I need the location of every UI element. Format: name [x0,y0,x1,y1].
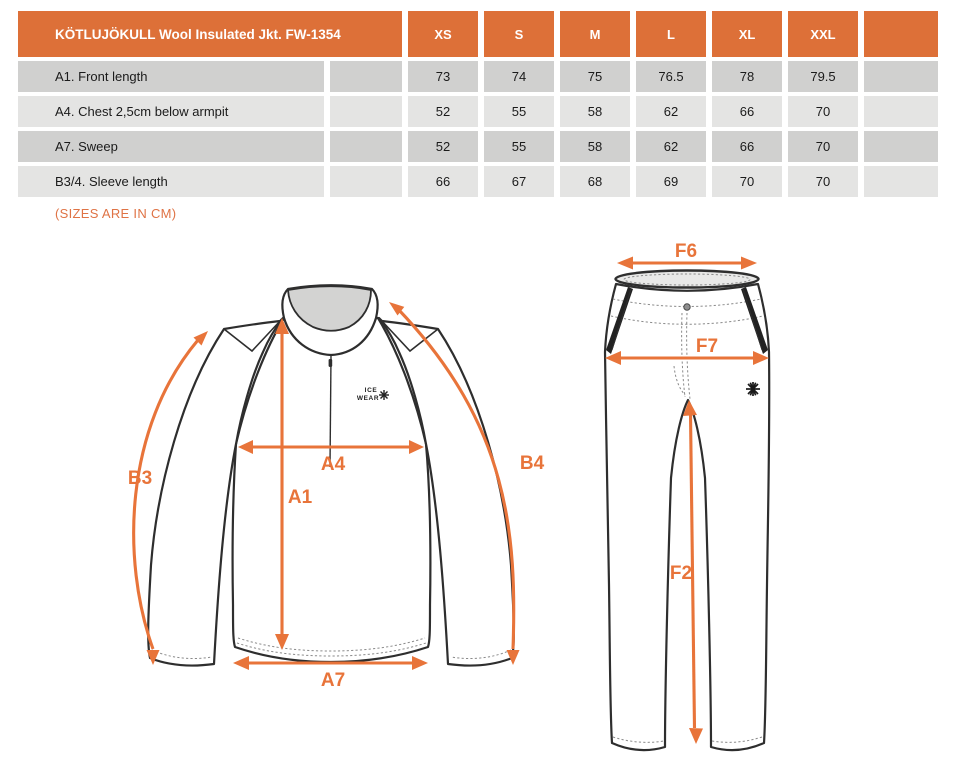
value-cell: 74 [484,61,554,92]
row-label: B3/4. Sleeve length [18,166,324,197]
dimension-label-f7: F7 [695,336,719,357]
dimension-label-a4: A4 [320,454,346,475]
dimension-label-f2: F2 [669,563,693,584]
value-cell: 79.5 [788,61,858,92]
value-cell: 58 [560,96,630,127]
value-cell: 62 [636,131,706,162]
size-header-xl: XL [712,11,782,57]
row-trailing-cell [864,131,938,162]
value-cell: 55 [484,131,554,162]
pants-diagram [565,240,805,783]
value-cell: 76.5 [636,61,706,92]
row-spacer-cell [330,131,402,162]
pants-drawing [605,271,769,751]
jacket-drawing [148,285,514,665]
brand-logo-line2: WEAR [356,395,380,402]
value-cell: 58 [560,131,630,162]
size-header-xs: XS [408,11,478,57]
units-note: (SIZES ARE IN CM) [55,206,177,221]
size-header-xxl: XXL [788,11,858,57]
value-cell: 52 [408,131,478,162]
value-cell: 75 [560,61,630,92]
value-cell: 69 [636,166,706,197]
value-cell: 62 [636,96,706,127]
jacket-diagram [90,245,570,783]
dimension-label-b4: B4 [519,453,545,474]
value-cell: 66 [712,96,782,127]
header-trailing-cell [864,11,938,57]
value-cell: 66 [408,166,478,197]
value-cell: 55 [484,96,554,127]
brand-logo-line1: ICE [364,387,378,394]
row-trailing-cell [864,61,938,92]
value-cell: 78 [712,61,782,92]
table-title: KÖTLUJÖKULL Wool Insulated Jkt. FW-1354 [18,11,402,57]
dimension-label-b3: B3 [127,468,153,489]
row-trailing-cell [864,96,938,127]
size-header-s: S [484,11,554,57]
value-cell: 70 [712,166,782,197]
row-trailing-cell [864,166,938,197]
value-cell: 66 [712,131,782,162]
size-header-l: L [636,11,706,57]
value-cell: 73 [408,61,478,92]
dimension-label-a7: A7 [320,670,346,691]
value-cell: 67 [484,166,554,197]
waist-button [684,304,690,310]
value-cell: 70 [788,131,858,162]
dimension-label-a1: A1 [287,487,313,508]
size-header-m: M [560,11,630,57]
row-label: A1. Front length [18,61,324,92]
value-cell: 52 [408,96,478,127]
zipper-line [330,356,331,467]
zipper-pull [329,359,333,367]
row-label: A7. Sweep [18,131,324,162]
snowflake-icon [379,390,389,400]
row-label: A4. Chest 2,5cm below armpit [18,96,324,127]
size-table [18,11,938,197]
row-spacer-cell [330,96,402,127]
dimension-label-f6: F6 [674,241,698,262]
row-spacer-cell [330,61,402,92]
snowflake-icon [746,382,760,396]
value-cell: 68 [560,166,630,197]
row-spacer-cell [330,166,402,197]
value-cell: 70 [788,96,858,127]
value-cell: 70 [788,166,858,197]
